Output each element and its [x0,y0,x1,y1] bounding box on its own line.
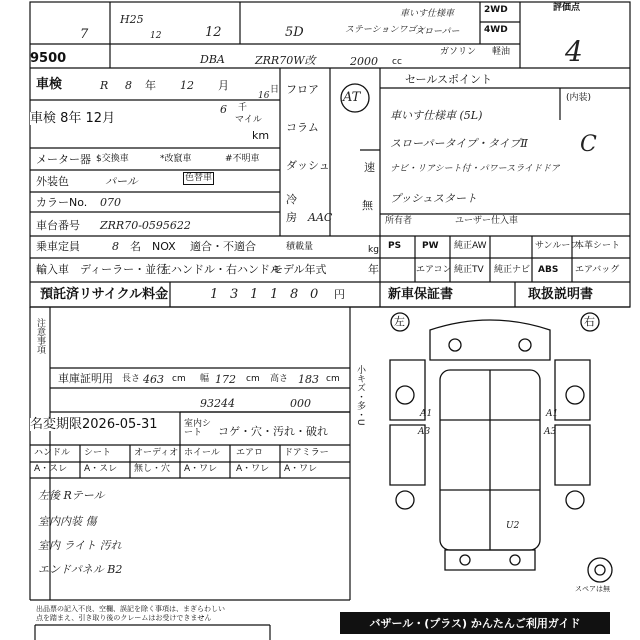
mark-handle: A・スレ [34,464,68,474]
hw-note-1: 車いす仕様車 [400,9,455,19]
height-unit: cm [326,374,340,384]
lot-suffix: 7 [80,27,89,42]
length-label: 長さ [122,374,141,384]
chassis-label: 車台番号 [36,219,80,232]
col-aero: エアロ [236,448,264,458]
recycle-digit-2: 3 [230,287,239,302]
guide-banner [340,612,610,634]
equip-sunroof: サンルーフ [535,241,579,251]
model-prefix: DBA [200,53,225,66]
length-unit: cm [172,374,186,384]
recycle-label: 預託済リサイクル料金 [40,287,169,302]
width-label: 幅 [200,374,210,384]
equip-tv: 純正TV [454,265,484,275]
recycle-digit-3: 1 [250,287,259,302]
displacement-unit: cc [392,57,402,67]
weight-unit: kg [368,245,379,255]
manual-label: 取扱説明書 [528,287,594,302]
trans-value: AT [343,90,361,105]
none-label: 無 [362,199,373,212]
color-no-label: カラーNo. [36,196,88,209]
shaken-year: 8 [125,79,132,92]
equip-ps: PS [388,241,402,251]
mile-label: マイル [235,115,262,125]
equip-aw: 純正AW [454,241,487,251]
hw-note-3: スローパー [415,27,460,37]
owner-label: 所有者 [385,216,413,226]
shaken-year-unit: 年 [145,79,156,92]
length-value: 463 [143,373,164,386]
recycle-digit-5: 8 [290,287,299,302]
diagram-left-label: 左 [394,315,405,328]
col-seat: シート [84,448,112,458]
interior-items: コゲ・穴・汚れ・破れ [218,425,328,438]
shaken-day-unit: 日 [270,85,280,95]
note-line-2: 室内内装 傷 [38,515,97,528]
model-year-label: モデル年式 [272,263,327,276]
column-label: コラム [286,121,319,134]
import-label: 輸入車 [36,263,69,276]
interior-grade: C [580,132,597,157]
height-value: 183 [298,373,319,386]
meter-exchange: $交換車 [96,154,129,164]
sales-point-3: ナビ・リアシート付・パワースライドドア [390,164,560,174]
col-handle: ハンドル [34,448,71,458]
model-year-unit: 年 [368,263,379,276]
mileage-hw: 93244 [200,397,235,410]
meter-unit: 千 [238,103,248,113]
sales-point-4: プッシュスタート [390,192,478,205]
mileage-hw2: 000 [290,397,311,410]
mark-wheel: A・ワレ [184,464,218,474]
weight-label: 積載量 [286,242,314,252]
user-label: ユーザー仕入車 [455,216,519,226]
footer-small-text-2: 点を踏まえ、引き取り後のクレームはお受けできません [36,614,212,622]
equip-navi: 純正ナビ [494,265,531,275]
note-line-4: エンドパネル B2 [38,563,123,576]
km-label: km [252,129,270,142]
model-code: ZRR70W改 [255,54,316,67]
shaken-label: 車検 [36,77,63,92]
hw-12: 12 [205,25,222,40]
nox-label: NOX [152,240,176,253]
aac-value: AAC [308,211,333,224]
recycle-unit: 円 [334,288,345,301]
recycle-digit-1: 1 [210,287,219,302]
height-label: 高さ [270,374,289,384]
interior-units: (内装) [566,93,592,103]
shaken-month-unit: 月 [218,79,229,92]
drive-2wd: 2WD [484,5,508,15]
meter-label: メーター器 [36,153,91,166]
floor-label: フロア [286,83,319,96]
shaken-day: 16 [258,91,270,101]
damage-mark-3: A1 [546,409,559,419]
chassis-no: ZRR70-0595622 [100,219,191,232]
recycle-digit-4: 1 [270,287,279,302]
equip-abs: ABS [538,265,559,275]
fuel-diesel: 軽油 [492,47,511,57]
hw-note-2: ステーションワゴン [345,25,426,35]
footer-small-text: 出品票の記入不良、空欄、誤記を除く事項は、まぎらわしい [36,605,225,613]
spare-note: スペアは無 [575,585,610,593]
year-top: H25 [120,13,144,26]
color-value: パール [105,175,138,188]
color-change: 色替車 [185,173,213,183]
color-no: 070 [100,196,121,209]
guide-banner-label: バザール・(プラス) かんたんご利用ガイド [369,617,581,630]
sales-point-2: スローパータイプ・タイプⅡ [390,137,528,150]
dash-label: ダッシュ [286,159,330,172]
transfer-deadline: 名変期限2026-05-31 [30,417,158,432]
nox-compliance: 適合・不適合 [190,240,256,253]
capacity-label: 乗車定員 [36,240,80,253]
damage-mark-1: A1 [420,409,433,419]
recycle-digit-6: 0 [310,287,319,302]
capacity-unit: 名 [130,240,141,253]
sales-point-1: 車いす仕様車 (5L) [390,109,483,122]
cold-label: 冷 [286,193,297,206]
mark-audio: 無し・穴 [134,464,171,474]
diagram-right-label: 右 [584,315,595,328]
doors: 5D [285,25,304,40]
sales-points-title: セールスポイント [405,73,493,86]
shaken-era: R [100,79,109,92]
mark-seat: A・スレ [84,464,118,474]
meter-reading: 6 [220,103,227,116]
equip-pw: PW [422,241,439,251]
interior-label: 室内シート [184,419,212,438]
color-label: 外装色 [36,175,69,188]
warranty-label: 新車保証書 [388,287,454,302]
diagram-side-label: 小キズ・多・U [355,365,365,426]
lot-number: 9500 [30,51,67,66]
fuel-label: ガソリン [440,47,477,57]
import-dealer: ディーラー・並行 [80,263,168,276]
equip-leather: 本革シート [575,241,621,251]
speed-label: 速 [364,161,375,174]
col-mirror: ドアミラー [284,448,329,458]
note-line-1: 左後 Rテール [38,489,105,502]
damage-mark-2: A3 [418,427,431,437]
printed-shaken: 車検 8年 12月 [30,111,116,126]
cert-label: 車庫証明用 [58,372,113,385]
width-unit: cm [246,374,260,384]
drive-4wd: 4WD [484,25,508,35]
meter-modified: *改竄車 [160,154,192,164]
score-value: 4 [565,35,583,68]
damage-mark-5: U2 [506,521,520,531]
damage-mark-4: A3 [544,427,557,437]
equip-ac: エアコン [416,265,452,275]
score-label: 評価点 [553,3,581,13]
notes-side-label: 注意事項 [35,318,45,354]
room-label: 房 [286,211,297,224]
mark-aero: A・ワレ [236,464,270,474]
note-line-3: 室内 ライト 汚れ [38,539,122,552]
col-wheel: ホイール [184,448,220,458]
equip-airbag: エアバッグ [575,265,620,275]
month-top: 12 [150,31,162,41]
col-audio: オーディオ [134,448,179,458]
capacity-value: 8 [112,240,119,253]
mark-mirror: A・ワレ [284,464,318,474]
import-handle: 左ハンドル・右ハンドル [160,263,281,276]
meter-unknown: #不明車 [225,154,260,164]
displacement: 2000 [350,55,378,68]
shaken-month: 12 [180,79,194,92]
width-value: 172 [215,373,236,386]
